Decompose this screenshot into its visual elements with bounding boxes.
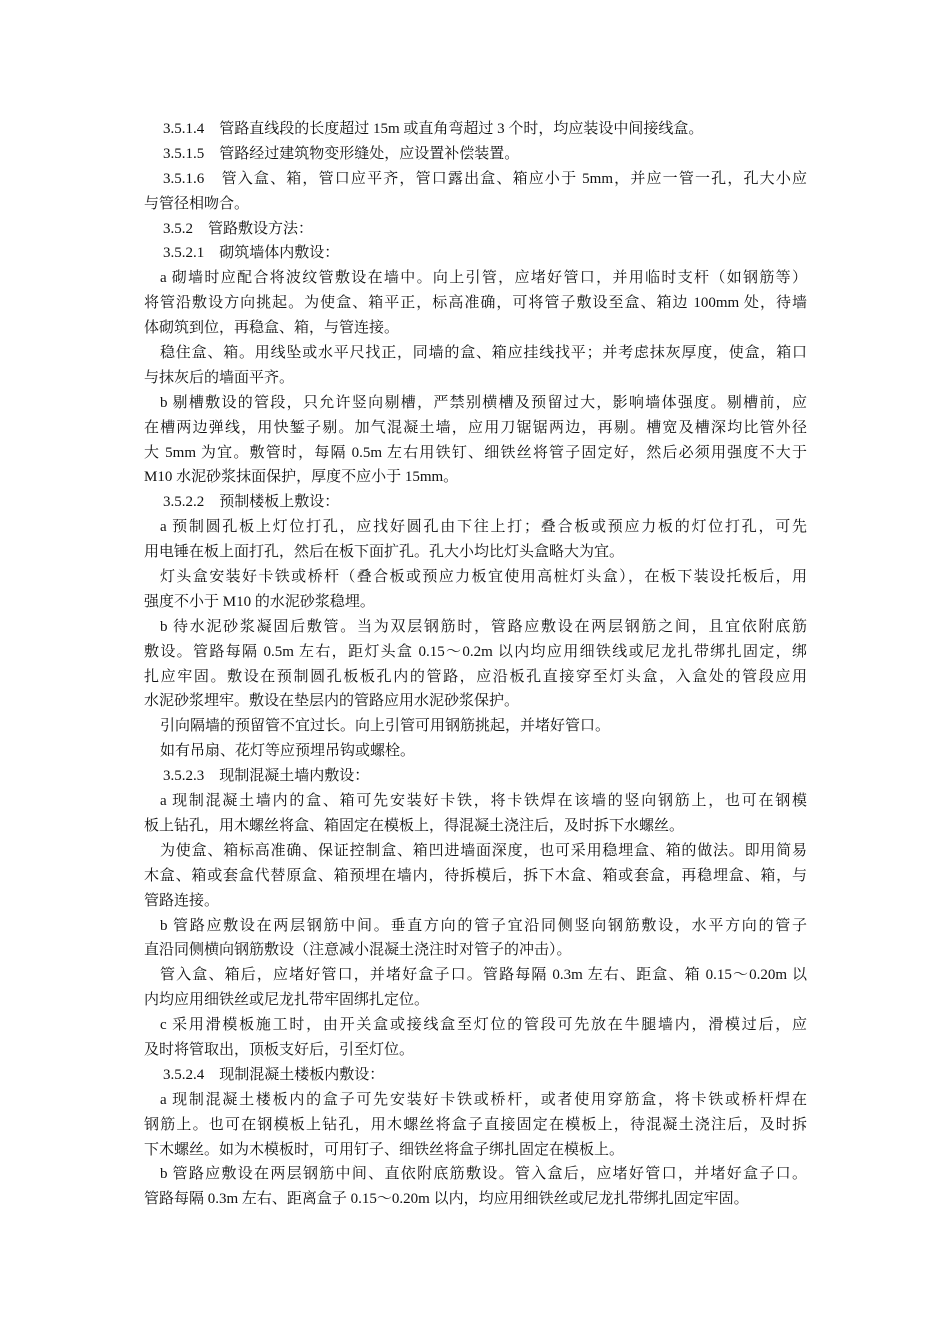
text-line: 3.5.1.4 管路直线段的长度超过 15m 或直角弯超过 3 个时，均应装设中间接线盒。 (163, 121, 704, 137)
paragraph (144, 914, 807, 964)
text-line: 钢筋上。也可在钢模板上钻孔，用木螺丝将盒子直接固定在模板上，待混凝土浇注后，及时拆 (144, 1116, 807, 1133)
paragraph (144, 789, 807, 839)
text-line: M10 水泥砂浆抹面保护，厚度不应小于 15mm。 (144, 469, 459, 486)
text-line: 与抹灰后的墙面平齐。 (144, 369, 295, 386)
paragraph (144, 1088, 807, 1163)
text-line: 3.5.2 管路敷设方法： (163, 220, 314, 237)
text-line: 木盒、箱或套盒代替原盒、箱预埋在墙内，待拆模后，拆下木盒、箱或套盒，再稳埋盒、箱，与 (144, 867, 807, 884)
text-line: b 管路应敷设在两层钢筋中间、直依附底筋敷设。管入盒后，应堵好管口，并堵好盒子口。 (160, 1166, 807, 1183)
text-line: 灯头盒安装好卡铁或桥杆（叠合板或预应力板宜使用高桩灯头盒），在板下装设托板后，用 (160, 569, 807, 586)
paragraph (144, 615, 807, 715)
text-line: 稳住盒、箱。用线坠或水平尺找正，同墙的盒、箱应挂线找平；并考虑抹灰厚度，使盒，箱口 (160, 345, 807, 362)
text-line: b 管路应敷设在两层钢筋中间。垂直方向的管子宜沿同侧竖向钢筋敷设，水平方向的管子 (160, 917, 807, 934)
paragraph (144, 1013, 807, 1063)
text-line: 在槽两边弹线，用快錾子剔。加气混凝土墙，应用刀锯锯两边，再剔。槽宽及槽深均比管外径 (144, 419, 807, 436)
paragraph (144, 714, 807, 739)
text-line: 3.5.1.6 管入盒、箱，管口应平齐，管口露出盒、箱应小于 5mm，并应一管一孔，孔大小应 (163, 170, 807, 187)
section-heading (144, 241, 807, 266)
section-heading (144, 490, 807, 515)
paragraph (144, 1162, 807, 1212)
text-line: 下木螺丝。如为木模板时，可用钉子、细铁丝将盒子绑扎固定在模板上。 (144, 1141, 625, 1158)
text-line: a 现制混凝土楼板内的盒子可先安装好卡铁或桥杆，或者使用穿筋盒，将卡铁或桥杆焊在 (160, 1091, 807, 1108)
text-line: 扎应牢固。敷设在预制圆孔板板孔内的管路，应沿板孔直接穿至灯头盒，入盒处的管段应用 (144, 668, 807, 685)
text-line: 将管沿敷设方向挑起。为使盒、箱平正，标高准确，可将管子敷设至盒、箱边 100mm 处，待墙 (144, 295, 807, 312)
text-line: 与管径相吻合。 (144, 195, 250, 212)
paragraph (144, 963, 807, 1013)
text-line: c 采用滑模板施工时，由开关盒或接线盒至灯位的管段可先放在牛腿墙内，滑模过后，应 (160, 1017, 807, 1034)
text-line: 管路每隔 0.3m 左右、距离盒子 0.15～0.20m 以内，均应用细铁丝或尼龙扎带绑扎固定牢固。 (144, 1191, 749, 1208)
section-heading (144, 764, 807, 789)
text-line: 内均应用细铁丝或尼龙扎带牢固绑扎定位。 (144, 992, 430, 1009)
text-line: 3.5.2.4 现制混凝土楼板内敷设： (163, 1066, 385, 1083)
section-heading (144, 167, 807, 217)
text-line: 3.5.2.1 砌筑墙体内敷设： (163, 245, 340, 262)
paragraph (144, 739, 807, 764)
text-line: a 预制圆孔板上灯位打孔，应找好圆孔由下往上打；叠合板或预应力板的灯位打孔，可先 (160, 519, 807, 536)
text-line: 3.5.1.5 管路经过建筑物变形缝处，应设置补偿装置。 (163, 145, 520, 162)
section-heading (144, 117, 807, 142)
text-line: 引向隔墙的预留管不宜过长。向上引管可用钢筋挑起，并堵好管口。 (160, 718, 611, 735)
section-heading (144, 142, 807, 167)
document-body (144, 117, 807, 1212)
text-line: 管路连接。 (144, 892, 220, 909)
text-line: 敷设。管路每隔 0.5m 左右，距灯头盒 0.15～0.2m 以内均应用细铁线或尼龙扎带绑扎固定，绑 (144, 643, 807, 660)
text-line: 为使盒、箱标高准确、保证控制盒、箱凹进墙面深度，也可采用稳埋盒、箱的做法。即用简易 (160, 842, 807, 859)
text-line: a 现制混凝土墙内的盒、箱可先安装好卡铁，将卡铁焊在该墙的竖向钢筋上，也可在钢模 (160, 793, 807, 810)
text-line: b 剔槽敷设的管段，只允许竖向剔槽，严禁别横槽及预留过大，影响墙体强度。剔槽前，应 (160, 394, 807, 411)
text-line: 3.5.2.3 现制混凝土墙内敷设： (163, 768, 370, 785)
text-line: 体砌筑到位，再稳盒、箱，与管连接。 (144, 320, 400, 337)
text-line: 板上钻孔，用木螺丝将盒、箱固定在模板上，得混凝土浇注后，及时拆下水螺丝。 (144, 817, 685, 834)
text-line: 用电锤在板上面打孔，然后在板下面扩孔。孔大小均比灯头盒略大为宜。 (144, 544, 625, 561)
text-line: 直沿同侧横向钢筋敷设（注意减小混凝土浇注时对管子的冲击）。 (144, 942, 572, 959)
paragraph (144, 391, 807, 491)
text-line: 及时将管取出，顶板支好后，引至灯位。 (144, 1041, 415, 1058)
paragraph (144, 341, 807, 391)
text-line: 水泥砂浆埋牢。敷设在垫层内的管路应用水泥砂浆保护。 (144, 693, 520, 710)
text-line: 如有吊扇、花灯等应预埋吊钩或螺栓。 (160, 743, 416, 760)
paragraph (144, 515, 807, 565)
text-line: 管入盒、箱后，应堵好管口，并堵好盒子口。管路每隔 0.3m 左右、距盒、箱 0.15～0.20m 以 (160, 967, 807, 984)
text-line: 3.5.2.2 预制楼板上敷设： (163, 494, 340, 511)
text-line: b 待水泥砂浆凝固后敷管。当为双层钢筋时，管路应敷设在两层钢筋之间，且宜依附底筋 (160, 618, 807, 635)
section-heading (144, 1063, 807, 1088)
text-line: 强度不小于 M10 的水泥砂浆稳埋。 (144, 593, 375, 610)
text-line: 大 5mm 为宜。敷管时，每隔 0.5m 左右用铁钉、细铁丝将管子固定好，然后必须用强度不大于 (144, 444, 807, 461)
section-heading (144, 217, 807, 242)
paragraph (144, 839, 807, 914)
text-line: a 砌墙时应配合将波纹管敷设在墙中。向上引管，应堵好管口，并用临时支杆（如钢筋等） (160, 270, 807, 287)
paragraph (144, 266, 807, 341)
paragraph (144, 565, 807, 615)
